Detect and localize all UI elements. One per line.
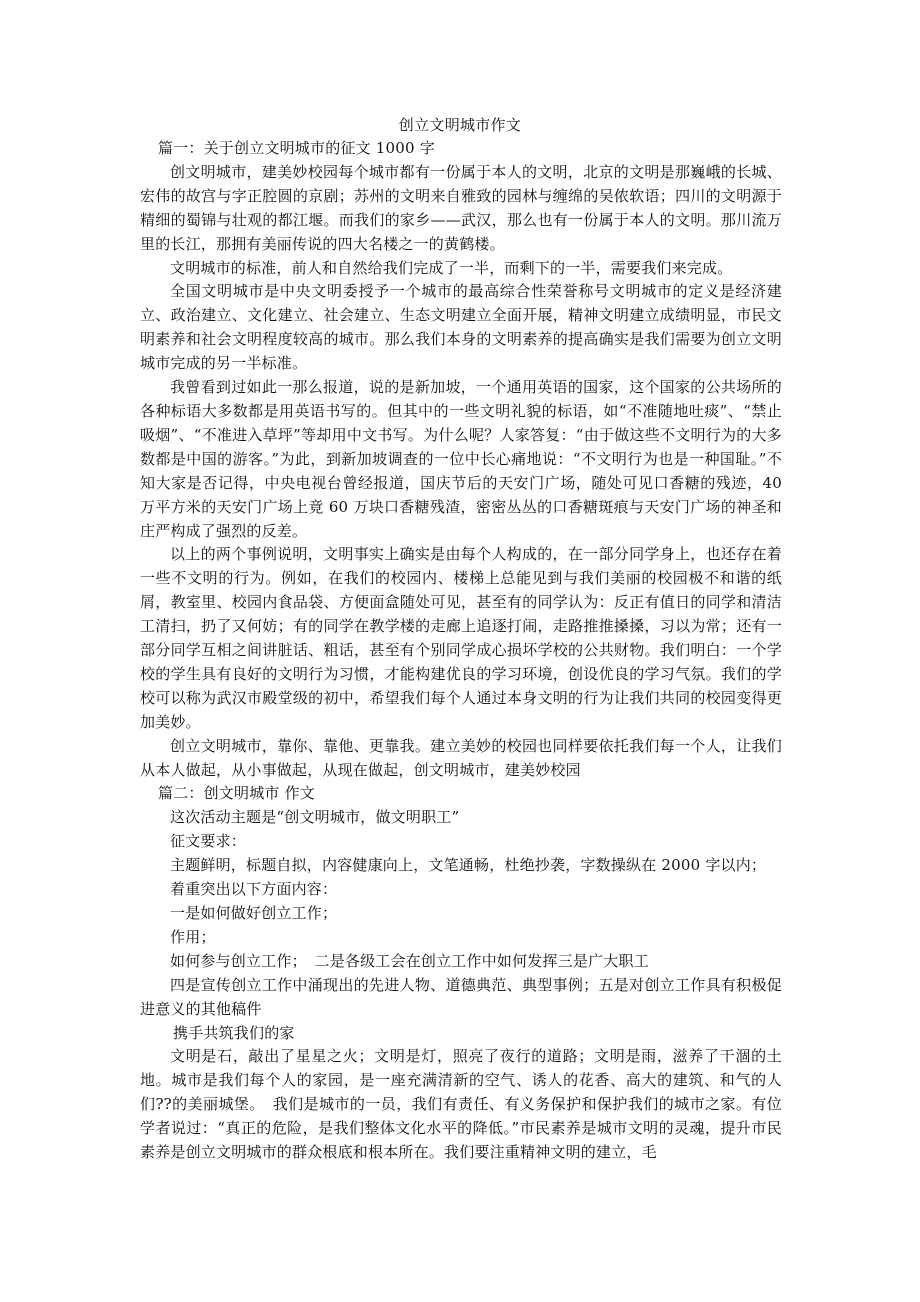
paragraph: 创文明城市，建美妙校园每个城市都有一份属于本人的文明，北京的文明是那巍峨的长城、宏伟的故宫与字正腔圆的京剧；苏州的文明来自雅致的园林与缠绵的吴侬软语；四川的文明源于精细的蜀锦与壮观的都江堰。而我们的家乡——武汉，那么也有一份属于本人的文明。那川流万里的长江，那拥有美丽传说的四大名楼之一的黄鹤楼。	[140, 162, 782, 253]
section-2-line: 征文要求：	[170, 832, 247, 851]
paragraph: 我曾看到过如此一那么报道，说的是新加坡，一个通用英语的国家，这个国家的公共场所的各种标语大多数都是用英语书写的。但其中的一些文明礼貌的标语，如“不准随地吐痰”、“禁止吸烟”、“不准进入草坪”等却用中文书写。为什么呢？人家答复：“由于做这些不文明行为的大多数都是中国的游客。”为此，到新加坡调查的一位中长心痛地说：“不文明行为也是一种国耻。”不知大家是否记得，中央电视台曾经报道，国庆节后的天安门广场，随处可见口香糖的残迹，40 万平方米的天安门广场上竟 60 万块口香糖残渣，密密丛丛的口香糖斑痕与天安门广场的神圣和庄严构成了强烈的反差。	[140, 378, 782, 540]
section-2-line: 如何参与创立工作； 二是各级工会在创立工作中如何发挥三是广大职工	[170, 951, 649, 970]
paragraph: 全国文明城市是中央文明委授予一个城市的最高综合性荣誉称号文明城市的定义是经济建立、政治建立、文化建立、社会建立、生态文明建立全面开展，精神文明建立成绩明显，市民文明素养和社会文明程度较高的城市。那么我们本身的文明素养的提高确实是我们需要为创立文明城市完成的另一半标准。	[140, 282, 782, 373]
section-2-line: 一是如何做好创立工作；	[170, 904, 338, 922]
section-2-heading: 篇二：创文明城市 作文	[158, 784, 315, 803]
section-2-line: 这次活动主题是“创文明城市，做文明职工”	[170, 808, 460, 827]
paragraph: 以上的两个事例说明，文明事实上确实是由每个人构成的，在一部分同学身上，也还存在着一些不文明的行为。例如，在我们的校园内、楼梯上总能见到与我们美丽的校园极不和谐的纸屑，教室里、校园内食品袋、方便面盒随处可见，甚至有的同学认为：反正有值日的同学和清洁工清扫，扔了又何妨；有的同学在教学楼的走廊上追逐打闹，走路推推搡搡，习以为常；还有一部分同学互相之间讲脏话、粗话，甚至有个别同学成心损坏学校的公共财物。我们明白：一个学校的学生具有良好的文明行为习惯，才能构建优良的学习环境，创设优良的学习气氛。我们的学校可以称为武汉市殿堂级的初中，希望我们每个人通过本身文明的行为让我们共同的校园变得更加美妙。	[140, 545, 782, 731]
document-body	[140, 137, 782, 1165]
section-2-line: 着重突出以下方面内容：	[170, 880, 338, 899]
section-2-line: 作用；	[170, 927, 216, 946]
paragraph: 文明城市的标准，前人和自然给我们完成了一半，而剩下的一半，需要我们来完成。	[170, 258, 733, 277]
section-1-heading: 篇一：关于创立文明城市的征文 1000 字	[158, 139, 435, 157]
paragraph: 四是宣传创立工作中涌现出的先进人物、道德典范、典型事例；五是对创立工作具有积极促进意义的其他稿件	[140, 975, 782, 1018]
document-title: 创立文明城市作文	[398, 116, 522, 134]
paragraph: 文明是石，敲出了星星之火；文明是灯，照亮了夜行的道路；文明是雨，滋养了干涸的土地。城市是我们每个人的家园，是一座充满清新的空气、诱人的花香、高大的建筑、和气的人们??的美丽城堡。 我们是城市的一员，我们有责任、有义务保护和保护我们的城市之家。有位学者说过：“真正的危险，是我们整体文化水平的降低。”市民素养是城市文明的灵魂，提升市民素养是创立文明城市的群众根底和根本所在。我们要注重精神文明的建立，毛	[140, 1047, 782, 1162]
paragraph: 创立文明城市，靠你、靠他、更靠我。建立美妙的校园也同样要依托我们每一个人，让我们从本人做起，从小事做起，从现在做起，创文明城市，建美妙校园	[140, 736, 782, 779]
essay-title: 携手共筑我们的家	[173, 1023, 295, 1042]
section-2-line: 主题鲜明，标题自拟，内容健康向上，文笔通畅，杜绝抄袭，字数操纵在 2000 字以内；	[170, 856, 767, 875]
